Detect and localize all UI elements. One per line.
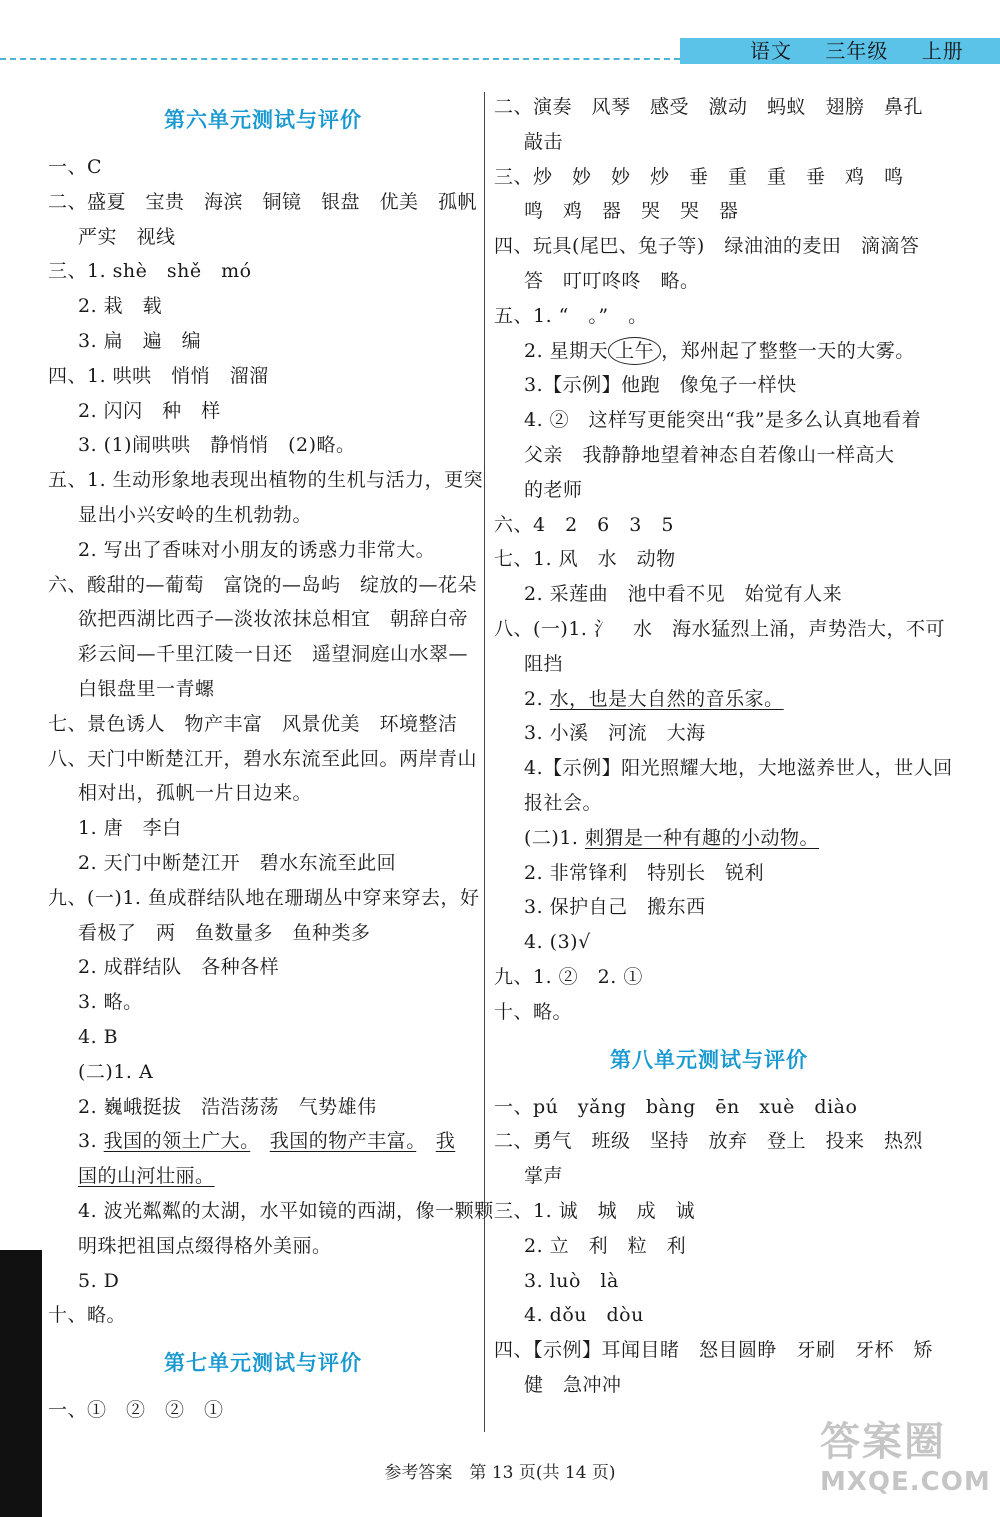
answer-line: 4. ② 这样写更能突出“我”是多么认真地看着 [524, 409, 922, 432]
answer-line: 3. 保护自己 搬东西 [524, 896, 706, 919]
answer-line: 4. 波光粼粼的太湖，水平如镜的西湖，像一颗颗 [78, 1199, 494, 1222]
page-footer: 参考答案 第 13 页(共 14 页) [384, 1463, 616, 1483]
answer-text: ，郑州起了整整一天的大雾。 [661, 339, 915, 362]
answer-line: 四、【示例】耳闻目睹 怒目圆睁 牙刷 牙杯 矫 [494, 1339, 934, 1362]
answer-line: 2. 写出了香味对小朋友的诱惑力非常大。 [78, 538, 436, 561]
answer-line: 3. luò là [524, 1269, 619, 1292]
answer-line: 2. 非常锋利 特别长 锐利 [524, 861, 765, 884]
answer-line: 三、炒 妙 妙 炒 垂 重 重 垂 鸡 鸣 [494, 165, 904, 188]
answer-line: 3.【示例】他跑 像兔子一样快 [524, 374, 797, 397]
answer-line: 4. (3)√ [524, 931, 591, 954]
answer-line: 五、1. 生动形象地表现出植物的生机与活力，更突 [48, 469, 484, 492]
answer-line: 2. 闪闪 种 样 [78, 399, 221, 422]
header-grade: 三年级 [825, 39, 889, 63]
answer-line: 看极了 两 鱼数量多 鱼种类多 [78, 921, 371, 944]
answer-line: 九、1. ② 2. ① [494, 965, 643, 988]
answer-line [494, 334, 924, 369]
answer-line: 四、1. 哄哄 悄悄 溜溜 [48, 364, 269, 387]
header-dashed-line [0, 58, 680, 60]
answer-line: 3. 扁 遍 编 [78, 329, 202, 352]
answer-text: 2. 星期天 [524, 339, 609, 362]
answer-line: 五、1. “ 。” 。 [494, 304, 648, 327]
answer-line: 敲击 [524, 130, 564, 153]
answer-line: 相对出，孤帆一片日边来。 [78, 782, 313, 805]
underlined-answer: 我国的领土广大。 [103, 1130, 251, 1153]
answer-line: 2. 成群结队 各种各样 [78, 956, 280, 979]
answer-line: (二)1. A [78, 1060, 154, 1083]
answer-line: 六、4 2 6 3 5 [494, 513, 674, 536]
answer-line: 二、盛夏 宝贵 海滨 铜镜 银盘 优美 孤帆 [48, 190, 478, 213]
answer-line: 欲把西湖比西子—淡妆浓抹总相宜 朝辞白帝 [78, 608, 469, 631]
underlined-answer: 刺猬是一种有趣的小动物。 [585, 826, 820, 849]
header-subject: 语文 [750, 39, 792, 63]
watermark-logo [820, 1410, 1000, 1510]
watermark-cn: 答案圈 [820, 1419, 946, 1465]
answer-line: 八、(一)1. 氵 水 海水猛烈上涌，声势浩大，不可 [494, 617, 945, 640]
answer-line: 二、勇气 班级 坚持 放弃 登上 投来 热烈 [494, 1130, 924, 1153]
answer-text: (二)1. [524, 826, 585, 849]
answer-line [48, 1159, 478, 1194]
answer-line: 显出小兴安岭的生机勃勃。 [78, 503, 313, 526]
answer-line: 六、酸甜的—葡萄 富饶的—岛屿 绽放的—花朵 [48, 573, 478, 596]
answer-line: 父亲 我静静地望着神态自若像山一样高大 [524, 443, 895, 466]
answer-line: 5. D [78, 1269, 120, 1292]
answer-line: 七、1. 风 水 动物 [494, 548, 676, 571]
unit7-title: 第七单元测试与评价 [164, 1351, 362, 1376]
answer-line: 2. 采莲曲 池中看不见 始觉有人来 [524, 583, 843, 606]
header-bar [680, 38, 1000, 64]
header-volume: 上册 [921, 39, 964, 63]
circled-answer: 上午 [608, 337, 661, 365]
answer-line: 4. B [78, 1025, 119, 1048]
answer-text: 3. [78, 1130, 104, 1153]
right-column [494, 90, 953, 1403]
watermark-en: MXQE.COM [820, 1467, 991, 1497]
answer-line [48, 1124, 478, 1159]
answer-line: 4.【示例】阳光照耀大地，大地滋养世人，世人回 [524, 757, 953, 780]
answer-line: 一、C [48, 156, 103, 178]
left-column [48, 90, 494, 1428]
answer-line: 鸣 鸡 器 哭 哭 器 [524, 200, 739, 223]
answer-line: 2. 巍峨挺拔 浩浩荡荡 气势雄伟 [78, 1095, 377, 1118]
underlined-answer: 国的山河壮丽。 [78, 1165, 215, 1188]
answer-line: 八、天门中断楚江开，碧水东流至此回。两岸青山 [48, 747, 478, 770]
answer-line: 严实 视线 [78, 225, 176, 248]
answer-line: 答 叮叮咚咚 略。 [524, 269, 700, 292]
answer-line: 1. 唐 李白 [78, 817, 182, 840]
answer-line: 2. 栽 载 [78, 295, 163, 318]
answer-line: 2. 立 利 粒 利 [524, 1234, 687, 1257]
answer-line: 七、景色诱人 物产丰富 风景优美 环境整洁 [48, 712, 458, 735]
answer-line: 3. (1)闹哄哄 静悄悄 (2)略。 [78, 434, 356, 457]
unit6-title: 第六单元测试与评价 [164, 108, 362, 132]
underlined-answer: 我国的物产丰富。 [269, 1130, 417, 1153]
answer-line: 四、玩具(尾巴、兔子等) 绿油油的麦田 滴滴答 [494, 235, 920, 258]
answer-line: 掌声 [524, 1165, 564, 1188]
unit8-title: 第八单元测试与评价 [610, 1047, 808, 1072]
answer-line: 阻挡 [524, 652, 564, 675]
answer-line: 3. 略。 [78, 991, 143, 1014]
answer-line: 一、pú yǎng bàng ēn xuè diào [494, 1095, 858, 1118]
answer-line: 一、① ② ② ① [48, 1399, 224, 1422]
answer-line: 2. 天门中断楚江开 碧水东流至此回 [78, 851, 397, 874]
answer-line: 十、略。 [48, 1304, 127, 1327]
answer-line: 彩云间—千里江陵一日还 遥望洞庭山水翠— [78, 643, 469, 666]
answer-line: 明珠把祖国点缀得格外美丽。 [78, 1234, 332, 1257]
answer-line: 健 急冲冲 [524, 1373, 622, 1396]
answer-line [494, 821, 924, 856]
answer-line: 三、1. 诚 城 成 诚 [494, 1199, 696, 1222]
answer-line: 报社会。 [524, 791, 603, 814]
column-divider [484, 92, 485, 1432]
answer-line: 3. 小溪 河流 大海 [524, 722, 706, 745]
underlined-answer: 我 [435, 1130, 456, 1153]
answer-line: 白银盘里一青螺 [78, 677, 215, 700]
answer-line: 十、略。 [494, 1000, 573, 1023]
answer-line: 二、演奏 风琴 感受 激动 蚂蚁 翅膀 鼻孔 [494, 96, 924, 118]
answer-line: 三、1. shè shě mó [48, 260, 252, 283]
answer-line: 4. dǒu dòu [524, 1304, 644, 1327]
answer-text: 2. [524, 687, 550, 710]
underlined-answer: 水，也是大自然的音乐家。 [549, 687, 784, 710]
answer-line: 九、(一)1. 鱼成群结队地在珊瑚丛中穿来穿去，好 [48, 886, 480, 909]
answer-line [494, 682, 924, 717]
answer-line: 的老师 [524, 478, 583, 501]
